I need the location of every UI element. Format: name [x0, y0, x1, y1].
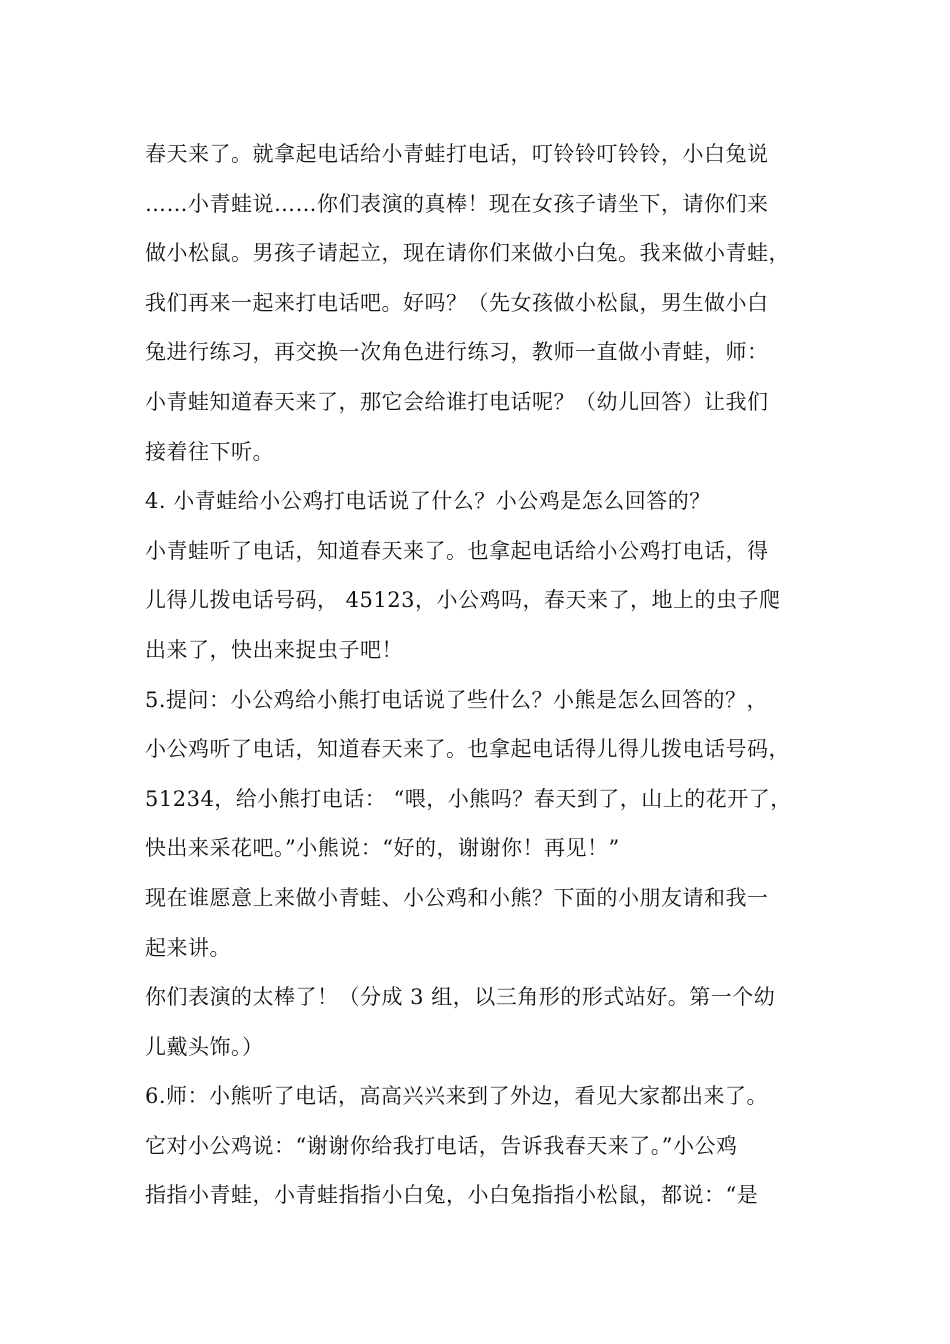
text-line-22: 指指小青蛙，小青蛙指指小白兔，小白兔指指小松鼠，都说：“是: [145, 1183, 759, 1208]
text-line-1: 春天来了。就拿起电话给小青蛙打电话，叮铃铃叮铃铃，小白兔说: [145, 142, 769, 166]
text-line-19: 儿戴头饰。）: [145, 1034, 264, 1059]
text-line-16: 现在谁愿意上来做小青蛙、小公鸡和小熊？下面的小朋友请和我一: [145, 885, 769, 910]
section-heading-5: 5.提问：小公鸡给小熊打电话说了些什么？小熊是怎么回答的？，: [145, 687, 769, 712]
section-heading-6: 6.师：小熊听了电话，高高兴兴来到了外边，看见大家都出来了。: [145, 1084, 769, 1109]
text-line-17: 起来讲。: [145, 935, 231, 960]
document-body: [145, 130, 825, 1221]
section-heading-4: 4. 小青蛙给小公鸡打电话说了什么？小公鸡是怎么回答的？: [145, 489, 711, 514]
text-line-15: 快出来采花吧。”小熊说：“好的，谢谢你！再见！”: [145, 836, 620, 861]
text-line-6: 小青蛙知道春天来了，那它会给谁打电话呢？（幼儿回答）让我们: [145, 389, 769, 414]
text-line-13: 小公鸡听了电话，知道春天来了。也拿起电话得儿得儿拨电话号码，: [145, 737, 790, 762]
text-line-14: 51234，给小熊打电话： “喂，小熊吗？春天到了，山上的花开了，: [145, 786, 792, 811]
text-line-10: 儿得儿拨电话号码， 45123，小公鸡吗，春天来了，地上的虫子爬: [145, 588, 781, 613]
text-line-18: 你们表演的太棒了！（分成 3 组，以三角形的形式站好。第一个幼: [145, 985, 776, 1010]
text-line-5: 兔进行练习，再交换一次角色进行练习，教师一直做小青蛙，师：: [145, 340, 769, 365]
text-line-7: 接着往下听。: [145, 439, 274, 464]
text-line-11: 出来了，快出来捉虫子吧！: [145, 637, 403, 662]
text-line-2: ……小青蛙说……你们表演的真棒！现在女孩子请坐下，请你们来: [145, 191, 769, 216]
text-line-3: 做小松鼠。男孩子请起立，现在请你们来做小白兔。我来做小青蛙，: [145, 241, 790, 266]
text-line-9: 小青蛙听了电话，知道春天来了。也拿起电话给小公鸡打电话，得: [145, 538, 769, 563]
text-line-21: 它对小公鸡说：“谢谢你给我打电话，告诉我春天来了。”小公鸡: [145, 1133, 738, 1158]
text-line-4: 我们再来一起来打电话吧。好吗？（先女孩做小松鼠，男生做小白: [145, 290, 769, 315]
